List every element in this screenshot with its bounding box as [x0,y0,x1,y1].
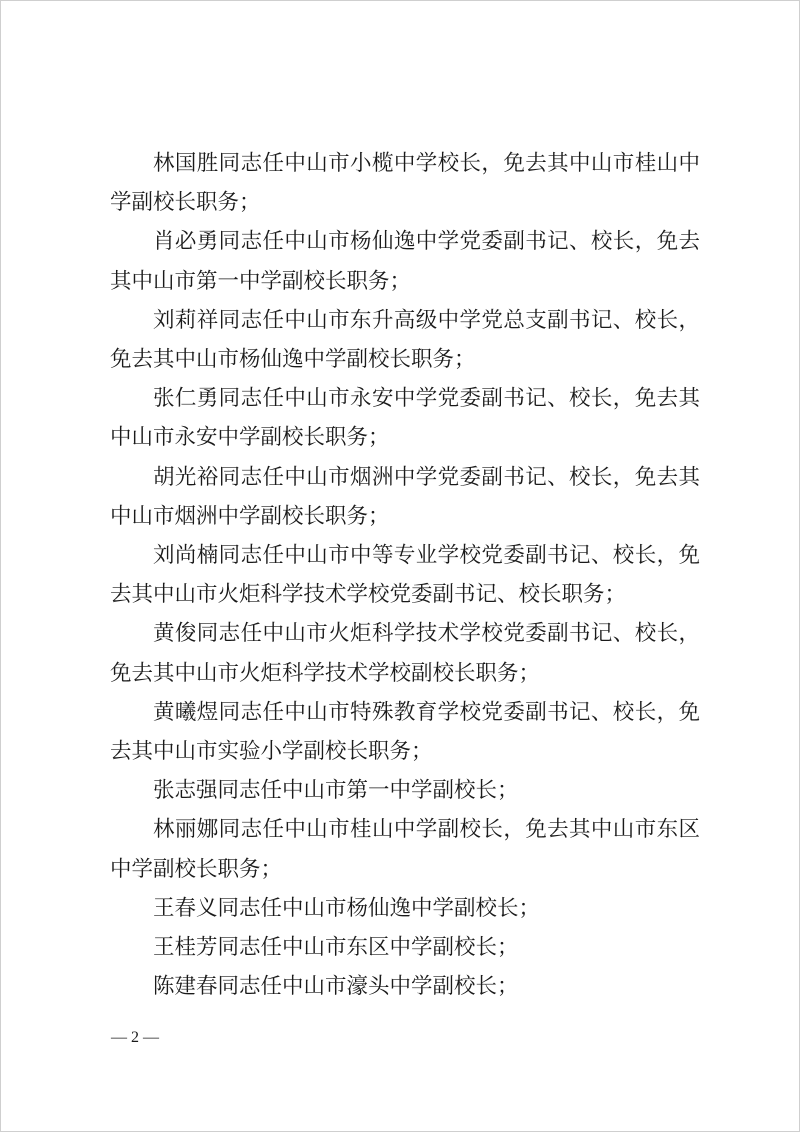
appointment-paragraph: 林国胜同志任中山市小榄中学校长，免去其中山市桂山中学副校长职务； [110,151,700,216]
document-body [110,144,700,1006]
appointment-paragraph: 陈建春同志任中山市濠头中学副校长； [153,974,519,1000]
appointment-paragraph: 黄曦煜同志任中山市特殊教育学校党委副书记、校长，免去其中山市实验小学副校长职务； [110,699,700,765]
appointment-paragraph: 张志强同志任中山市第一中学副校长； [153,778,519,804]
appointment-paragraph: 王春义同志任中山市杨仙逸中学副校长； [153,895,541,921]
appointment-paragraph: 王桂芳同志任中山市东区中学副校长； [153,935,519,961]
appointment-paragraph: 肖必勇同志任中山市杨仙逸中学党委副书记、校长，免去其中山市第一中学副校长职务； [110,229,700,294]
page-number: — 2 — [111,1029,159,1046]
appointment-paragraph: 黄俊同志任中山市火炬科学技术学校党委副书记、校长，免去其中山市火炬科学技术学校副校长职务； [110,621,700,686]
appointment-paragraph: 刘尚楠同志任中山市中等专业学校党委副书记、校长，免去其中山市火炬科学技术学校党委副书记、校长职务； [110,543,700,608]
appointment-paragraph: 林丽娜同志任中山市桂山中学副校长，免去其中山市东区中学副校长职务； [110,817,700,882]
appointment-paragraph: 刘莉祥同志任中山市东升高级中学党总支副书记、校长，免去其中山市杨仙逸中学副校长职务； [110,307,700,373]
appointment-paragraph: 张仁勇同志任中山市永安中学党委副书记、校长，免去其中山市永安中学副校长职务； [110,386,700,451]
appointment-paragraph: 胡光裕同志任中山市烟洲中学党委副书记、校长，免去其中山市烟洲中学副校长职务； [110,464,700,529]
